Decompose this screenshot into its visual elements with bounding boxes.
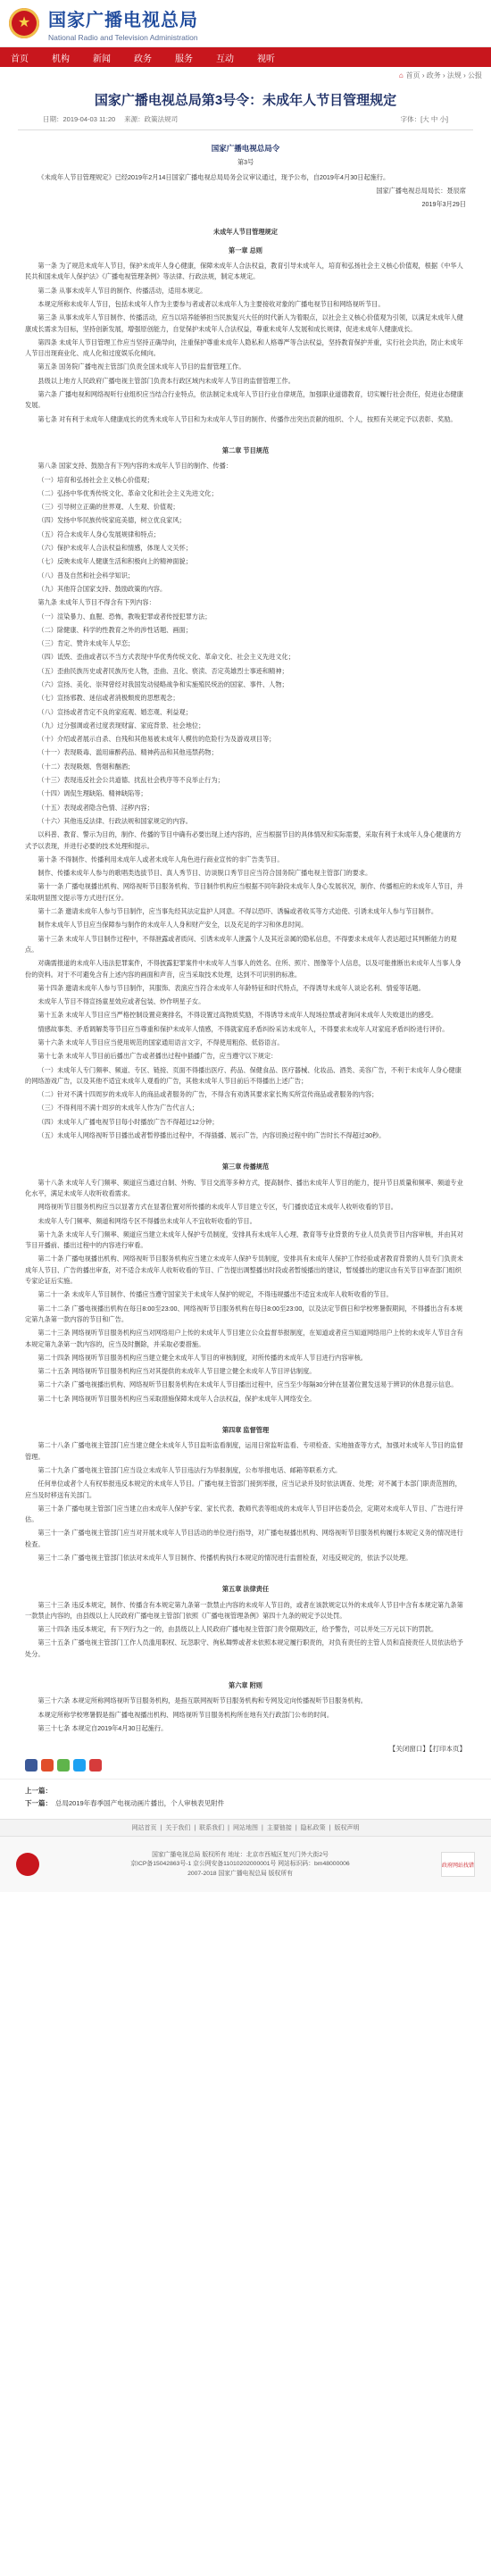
- article-paragraph: 第二十三条 网络视听节目服务机构应当对网络用户上传的未成年人节目建立公众监督举报制度，在知道或者应当知道网络用户上传的未成年人节目含有本规定第九条第一款内容的，应当及时删除，并采取必要措施。: [25, 1329, 463, 1348]
- doc-number: 第3号: [237, 158, 254, 167]
- article-paragraph: 第三十七条 本规定自2019年4月30日起施行。: [37, 1723, 168, 1732]
- article-paragraph: 第十一条 广播电视播出机构、网络视听节目服务机构、节目制作机构应当根据不同年龄段未成年人身心发展状况，制作、传播相应的未成年人节目，并采取明显图文提示等方式进行区分。: [25, 882, 463, 902]
- article-paragraph: 未成年人专门频率、频道和网络专区不得播出未成年人不宜收听收看的节目。: [37, 1216, 256, 1225]
- article-paragraph: 第十七条 未成年人节目前后播出广告或者播出过程中插播广告，应当遵守以下规定：: [37, 1052, 278, 1061]
- gov-site-error-badge[interactable]: 政府网站找错: [441, 1852, 475, 1877]
- chapter-3-heading: 第三章 传播规范: [221, 1163, 270, 1171]
- footer-links: 网站首页 | 关于我们 | 联系我们 | 网站地图 | 主要链接 | 隐私政策 | 版权声明: [0, 1819, 491, 1837]
- doc-sign-org: 国家广播电视总局局长：聂辰席: [376, 186, 466, 195]
- share-wechat-icon[interactable]: [57, 1759, 70, 1772]
- article-paragraph: 第八条 国家支持、鼓励含有下列内容的未成年人节目的制作、传播：: [37, 462, 233, 471]
- doc-intro: 《未成年人节目管理规定》已经2019年2月14日国家广播电视总局局务会议审议通过，现予公布，自2019年4月30日起施行。: [37, 172, 390, 181]
- list-item: （七）宣扬邪教、迷信或者消极颓废的思想观念；: [37, 694, 179, 703]
- nav-home[interactable]: 首页: [11, 54, 29, 64]
- list-item: （五）未成年人网络视听节目播出或者暂停播出过程中，不得插播、展示广告，内容切换过程中的广告时长不得超过30秒。: [37, 1131, 386, 1140]
- article-paragraph: 第四条 未成年人节目管理工作应当坚持正确导向，注重保护尊重未成年人隐私和人格尊严等合法权益，坚持教育保护并重，实行社会共治，防止未成年人节目出现商业化、成人化和过度娱乐化倾向。: [25, 338, 463, 358]
- article-paragraph: 情感故事类、矛盾调解类等节目应当尊重和保护未成年人情感，不得就家庭矛盾纠纷采访未成年人，不得要求未成年人对家庭矛盾纠纷进行评价。: [37, 1024, 449, 1033]
- list-item: （三）引导树立正确的世界观、人生观、价值观；: [37, 503, 179, 512]
- article-paragraph: 对确需报道的未成年人违法犯罪案件，不得披露犯罪案件中未成年人当事人的姓名、住所、照片、图像等个人信息，以及可能推断出未成年人当事人身份的资料。对于不可避免含有上述内容的画面和声音，应当采取技术处理，达到不可识别的标准。: [25, 959, 462, 979]
- article-paragraph: 第二十七条 网络视听节目服务机构应当采取措施保障未成年人合法权益，保护未成年人网络安全。: [37, 1394, 316, 1403]
- article-paragraph: 本规定所称学校寒暑假是指广播电视播出机构、网络视听节目服务机构所在地有关行政部门公布的时间。: [37, 1710, 334, 1719]
- site-title-cn: 国家广播电视总局: [48, 10, 198, 30]
- list-item: （六）宣扬、美化、崇拜曾经对我国发动侵略战争和实施殖民统治的国家、事件、人物；: [37, 679, 288, 688]
- crumb-4[interactable]: 公报: [468, 71, 482, 79]
- article-paragraph: 第三十条 广播电视主管部门应当建立由未成年人保护专家、家长代表、教师代表等组成的未成年人节目评估委员会，定期对未成年人节目、广告进行评估。: [25, 1504, 463, 1524]
- list-item: （九）过分强调或者过度表现财富、家庭背景、社会地位；: [37, 721, 205, 729]
- footer-link[interactable]: 联系我们: [199, 1825, 225, 1832]
- list-item: （三）肯定、赞许未成年人早恋；: [37, 639, 135, 648]
- list-item: （十五）表现或者隐含色情、淫秽内容；: [37, 803, 154, 812]
- article-paragraph: 第十九条 未成年人专门频率、频道应当建立未成年人保护专员制度，安排具有未成年人心理、教育等专业背景的专业人员负责节目内容审核，并由其对节目开播前、播出过程中的内容进行审看。: [25, 1230, 463, 1250]
- chapter-2-heading: 第二章 节目规范: [221, 446, 270, 454]
- home-icon: ⌂: [398, 71, 404, 79]
- article-paragraph: 第十五条 未成年人节目应当严格控制设置竞赛排名，不得设置过高物质奖励，不得诱导未成年人现场拉票或者询问未成年人失败退出的感受。: [37, 1011, 438, 1020]
- article-paragraph: 第三十二条 广播电视主管部门依法对未成年人节目制作、传播机构执行本规定的情况进行监督检查，对违反规定的，依法予以处理。: [37, 1553, 412, 1562]
- footer-link[interactable]: 网站首页: [131, 1825, 157, 1832]
- nav-news[interactable]: 新闻: [93, 54, 111, 64]
- article-body: [0, 130, 491, 1734]
- article-paragraph: 第二条 从事未成年人节目的制作、传播活动，适用本规定。: [37, 286, 207, 295]
- article-paragraph: 第二十一条 未成年人节目制作、传播应当遵守国家关于未成年人保护的规定，不得违规播出不适宜未成年人收听收看的节目。: [37, 1290, 393, 1299]
- list-item: （五）歪曲民族历史或者民族历史人物，歪曲、丑化、亵渎、否定英雄烈士事迹和精神；: [37, 666, 288, 675]
- article-paragraph: 第七条 对有利于未成年人健康成长的优秀未成年人节目和为未成年人节目的制作、传播作出突出贡献的组织、个人，按照有关规定予以表彰、奖励。: [37, 414, 457, 423]
- crumb-2[interactable]: 政务: [426, 71, 441, 79]
- article-paragraph: 第十六条 未成年人节目应当使用规范的国家通用语言文字，不得使用粗俗、低俗语言。: [37, 1038, 284, 1046]
- article-paragraph: 第十三条 未成年人节目制作过程中，不得泄露或者质问、引诱未成年人泄露个人及其近亲属的隐私信息，不得要求未成年人表达超过其判断能力的观点。: [25, 934, 457, 954]
- article-paragraph: 第十四条 邀请未成年人参与节目制作，其服饰、表演应当符合未成年人年龄特征和时代特点，不得诱导未成年人谈论名利、情爱等话题。: [37, 983, 425, 992]
- article-paragraph: 第十二条 邀请未成年人参与节目制作，应当事先经其法定监护人同意。不得以恐吓、诱骗或者收买等方式迫使、引诱未成年人参与节目制作。: [37, 907, 438, 916]
- list-item: （十一）表现吸毒、滥用麻醉药品、精神药品和其他违禁药物；: [37, 748, 218, 757]
- nav-av[interactable]: 视听: [257, 54, 275, 64]
- article-paragraph: 制作、传播未成年人参与的歌唱类选拔节目、真人秀节目、访谈脱口秀节目应当符合国务院广播电视主管部门的要求。: [37, 869, 372, 878]
- list-item: （八）普及自然和社会科学知识；: [37, 571, 135, 579]
- article-paragraph: 第十条 不得制作、传播利用未成年人或者未成年人角色进行商业宣传的非广告类节目。: [37, 854, 284, 863]
- article-date: 日期：2019-04-03 11:20: [43, 115, 116, 123]
- list-item: （六）保护未成年人合法权益和情感，体现人文关怀；: [37, 544, 192, 553]
- article-paragraph: 第十八条 未成年人专门频率、频道应当通过自制、外购、节目交流等多种方式，提高制作、播出未成年人节目的能力，提升节目质量和频率、频道专业化水平，满足未成年人收听收看需求。: [25, 1178, 463, 1197]
- list-item: （二）除健康、科学的性教育之外的涉性话题、画面；: [37, 625, 192, 634]
- list-item: （四）未成年人广播电视节目每小时播放广告不得超过12分钟；: [37, 1117, 219, 1126]
- crumb-1[interactable]: 首页: [405, 71, 420, 79]
- footer-link[interactable]: 网站地图: [233, 1825, 258, 1832]
- article-paragraph: 第二十八条 广播电视主管部门应当建立健全未成年人节目监听监看制度，运用日常监听监看、专项检查、实地抽查等方式，加强对未成年人节目的监督管理。: [25, 1441, 463, 1461]
- list-item: （四）发扬中华民族传统家庭美德，树立优良家风；: [37, 516, 186, 525]
- article-paragraph: 第三条 从事未成年人节目制作、传播活动，应当以培养能够担当民族复兴大任的时代新人为着眼点，以社会主义核心价值观为引领，以满足未成年人健康成长需求为目标，坚持创新发展，增强原创能力，自觉保护未成年人合法权益，尊重未成年人发展和成长规律，促进未成年人健康成长。: [25, 313, 463, 333]
- footer-link[interactable]: 隐私政策: [300, 1825, 326, 1832]
- law-title: 未成年人节目管理规定: [213, 228, 278, 237]
- list-item: （四）诋毁、歪曲或者以不当方式表现中华优秀传统文化、革命文化、社会主义先进文化；: [37, 653, 295, 662]
- nav-affairs[interactable]: 政务: [134, 54, 152, 64]
- print-close-links[interactable]: 【关闭窗口】【打印本页】: [388, 1745, 466, 1754]
- article-paragraph: 第六条 广播电视和网络视听行业组织应当结合行业特点，依法制定未成年人节目行业自律规范，加强职业道德教育，切实履行社会责任，促进业态健康发展。: [25, 390, 463, 410]
- prev-next: [0, 1779, 491, 1810]
- nav-org[interactable]: 机构: [52, 54, 70, 64]
- article-paragraph: 第二十二条 广播电视播出机构在每日8:00至23:00、网络视听节目服务机构在每日8:00至23:00，以及法定节假日和学校寒暑假期间，不得播出含有本规定第九条第一款内容的节目和广告。: [25, 1304, 463, 1323]
- list-item: （二）弘扬中华优秀传统文化、革命文化和社会主义先进文化；: [37, 488, 218, 497]
- article-paragraph: 第九条 未成年人节目不得含有下列内容：: [37, 598, 155, 607]
- article-source: 来源：政策法规司: [124, 115, 179, 123]
- doc-sign-date: 2019年3月29日: [421, 200, 466, 209]
- list-item: （十六）其他违反法律、行政法规和国家规定的内容。: [37, 816, 192, 825]
- article-paragraph: 第一条 为了规范未成年人节目，保护未成年人身心健康，保障未成年人合法权益，教育引导未成年人，培育和弘扬社会主义核心价值观，根据《中华人民共和国未成年人保护法》《广播电视管理条例》等法律、行政法规，制定本规定。: [25, 262, 463, 281]
- list-item: （七）反映未成年人健康生活和积极向上的精神面貌；: [37, 557, 192, 566]
- footer-link[interactable]: 版权声明: [334, 1825, 360, 1832]
- article-paragraph: 任何单位或者个人有权举报违反本规定的未成年人节目。广播电视主管部门接到举报，应当记录并及时依法调查、处理；对不属于本部门职责范围的，应当及时移送有关部门。: [25, 1480, 462, 1499]
- list-item: （二）针对不满十四周岁的未成年人的商品或者服务的广告，不得含有劝诱其要求家长购买所宣传商品或者服务的内容；: [37, 1090, 379, 1099]
- main-nav: [0, 47, 491, 67]
- share-bar: [0, 1759, 491, 1779]
- article-paragraph: 第三十五条 广播电视主管部门工作人员滥用职权、玩忽职守、徇私舞弊或者未依照本规定履行职责的，对负有责任的主管人员和直接责任人员依法给予处分。: [25, 1638, 463, 1658]
- article-paragraph: 第二十四条 网络视听节目服务机构应当建立健全未成年人节目的审核制度，对所传播的未成年人节目进行内容审核。: [37, 1353, 367, 1362]
- list-item: （一）未成年人专门频率、频道、专区、链接、页面不得播出医疗、药品、保健食品、医疗器械、化妆品、酒类、美容广告，不利于未成年人身心健康的网络游戏广告，以及其他不适宜未成年人观看的广告，其他未成年人节目前后不得播出上述广告；: [25, 1065, 462, 1085]
- list-item: （十二）表现吸烟、售烟和酗酒；: [37, 762, 135, 771]
- footer-text: 国家广播电视总局 版权所有 地址：北京市西城区复兴门外大街2号 京ICP备15042863号-1 京公网安备11010202000001号 网站标识码：bm48000006 2007-2018 国家广播电视总局 版权所有: [130, 1851, 350, 1877]
- article-paragraph: 未成年人节目不得宣扬童星效应或者包装、炒作明星子女。: [37, 997, 205, 1006]
- share-facebook-icon[interactable]: [25, 1759, 37, 1772]
- list-item: （十四）调侃生理缺陷、精神缺陷等；: [37, 789, 147, 798]
- share-qzone-icon[interactable]: [89, 1759, 102, 1772]
- article-paragraph: 以科普、教育、警示为目的，制作、传播的节目中确有必要出现上述内容的，应当根据节目的具体情况和实际需要，采取有利于未成年人身心健康的方式予以表现，并进行必要的技术处理和提示。: [25, 830, 462, 850]
- article-paragraph: 第三十三条 违反本规定，制作、传播含有本规定第九条第一款禁止内容的未成年人节目的，或者在该款规定以外的未成年人节目中含有本规定第九条第一款禁止内容的，由县级以上人民政府广播电视主管部门依照《广播电视管理条例》第四十九条的规定予以处罚。: [25, 1600, 463, 1620]
- doc-head: 国家广播电视总局令: [211, 144, 280, 153]
- article-paragraph: 本规定所称未成年人节目，包括未成年人作为主要参与者或者以未成年人为主要接收对象的广播电视节目和网络视听节目。: [37, 299, 385, 308]
- article-paragraph: 第二十九条 广播电视主管部门应当设立未成年人节目违法行为举报制度，公布举报电话、邮箱等联系方式。: [37, 1465, 342, 1474]
- share-weibo-icon[interactable]: [41, 1759, 54, 1772]
- site-footer: [0, 1837, 491, 1892]
- article-paragraph: 第二十五条 网络视听节目服务机构应当对其提供的未成年人节目建立健全未成年人节目评估制度。: [37, 1367, 316, 1376]
- breadcrumb: ⌂ 首页 › 政务 › 法规 › 公报: [398, 71, 482, 79]
- site-title-en: National Radio and Television Administration: [48, 32, 198, 42]
- page-tools: [0, 1737, 491, 1759]
- national-emblem-icon: ★: [9, 8, 39, 38]
- party-emblem-icon[interactable]: [16, 1853, 39, 1876]
- chapter-6-heading: 第六章 附则: [229, 1681, 262, 1690]
- list-item: （三）不得利用不满十周岁的未成年人作为广告代言人；: [37, 1104, 199, 1113]
- nav-interact[interactable]: 互动: [216, 54, 234, 64]
- chapter-4-heading: 第四章 监督管理: [221, 1426, 270, 1435]
- article-meta: [18, 114, 473, 130]
- article-paragraph: 网络视听节目服务机构应当以显著方式在显著位置对所传播的未成年人节目建立专区，专门播放适宜未成年人收听收看的节目。: [37, 1203, 397, 1212]
- site-header: [0, 0, 491, 47]
- article-title: 国家广播电视总局第3号令：未成年人节目管理规定: [94, 93, 397, 108]
- chapter-5-heading: 第五章 法律责任: [221, 1585, 270, 1594]
- article-paragraph: 第二十六条 广播电视播出机构、网络视听节目服务机构在未成年人节目播出过程中，应当至少每隔30分钟在显著位置发送易于辨识的休息提示信息。: [37, 1380, 458, 1389]
- site-brand[interactable]: [48, 5, 198, 42]
- list-item: （九）其他符合国家支持、鼓励政策的内容。: [37, 584, 167, 593]
- list-item: （十）介绍或者展示自杀、自残和其他易被未成年人模仿的危险行为及游戏项目等；: [37, 735, 276, 744]
- article-paragraph: 第二十条 广播电视播出机构、网络视听节目服务机构应当建立未成年人保护专员制度，安排具有未成年人保护工作经验或者教育背景的人员专门负责未成年人节目、广告的播出审查，对不适合未成年人收听收看的节目、广告提出调整播出时段或者暂缓播出的建议，暂缓播出的建议由有关节目审查部门组织专家论证后实施。: [25, 1255, 463, 1286]
- nav-service[interactable]: 服务: [175, 54, 193, 64]
- list-item: （一）培育和弘扬社会主义核心价值观；: [37, 475, 154, 484]
- article-paragraph: 第三十四条 违反本规定，有下列行为之一的，由县级以上人民政府广播电视主管部门责令限期改正，给予警告，可以并处三万元以下的罚款。: [37, 1625, 438, 1634]
- font-size-switcher[interactable]: 字体：[大 中 小]: [400, 115, 448, 123]
- prev-article[interactable]: 上一篇：: [25, 1787, 52, 1796]
- article-paragraph: 第三十一条 广播电视主管部门应当对开展未成年人节目活动的单位进行指导，对广播电视播出机构、网络视听节目服务机构履行本规定义务的情况进行检查。: [25, 1529, 463, 1548]
- article-paragraph: 县级以上地方人民政府广播电视主管部门负责本行政区域内未成年人节目的监督管理工作。: [37, 376, 295, 385]
- footer-link[interactable]: 关于我们: [165, 1825, 191, 1832]
- article-paragraph: 制作未成年人节目应当保障参与制作的未成年人人身和财产安全，以及充足的学习和休息时间。: [37, 921, 308, 930]
- next-article[interactable]: 下一篇： 总局2019年春季国产电视动画片播出，个人审核表见附件: [25, 1799, 225, 1808]
- chapter-1-heading: 第一章 总则: [229, 246, 262, 254]
- footer-link[interactable]: 主要链接: [266, 1825, 292, 1832]
- crumb-3[interactable]: 法规: [446, 71, 462, 79]
- article-paragraph: 第三十六条 本规定所称网络视听节目服务机构，是指互联网视听节目服务机构和专网及定向传播视听节目服务机构。: [37, 1696, 367, 1705]
- list-item: （八）宣扬或者肯定不良的家庭观、婚恋观、利益观；: [37, 707, 192, 716]
- list-item: （十三）表现违反社会公共道德、扰乱社会秩序等不良举止行为；: [37, 776, 224, 785]
- list-item: （一）渲染暴力、血腥、恐怖，教唆犯罪或者传授犯罪方法；: [37, 612, 212, 621]
- article-paragraph: 第五条 国务院广播电视主管部门负责全国未成年人节目的监督管理工作。: [37, 363, 246, 371]
- share-twitter-icon[interactable]: [73, 1759, 86, 1772]
- list-item: （五）符合未成年人身心发展规律和特点；: [37, 529, 160, 538]
